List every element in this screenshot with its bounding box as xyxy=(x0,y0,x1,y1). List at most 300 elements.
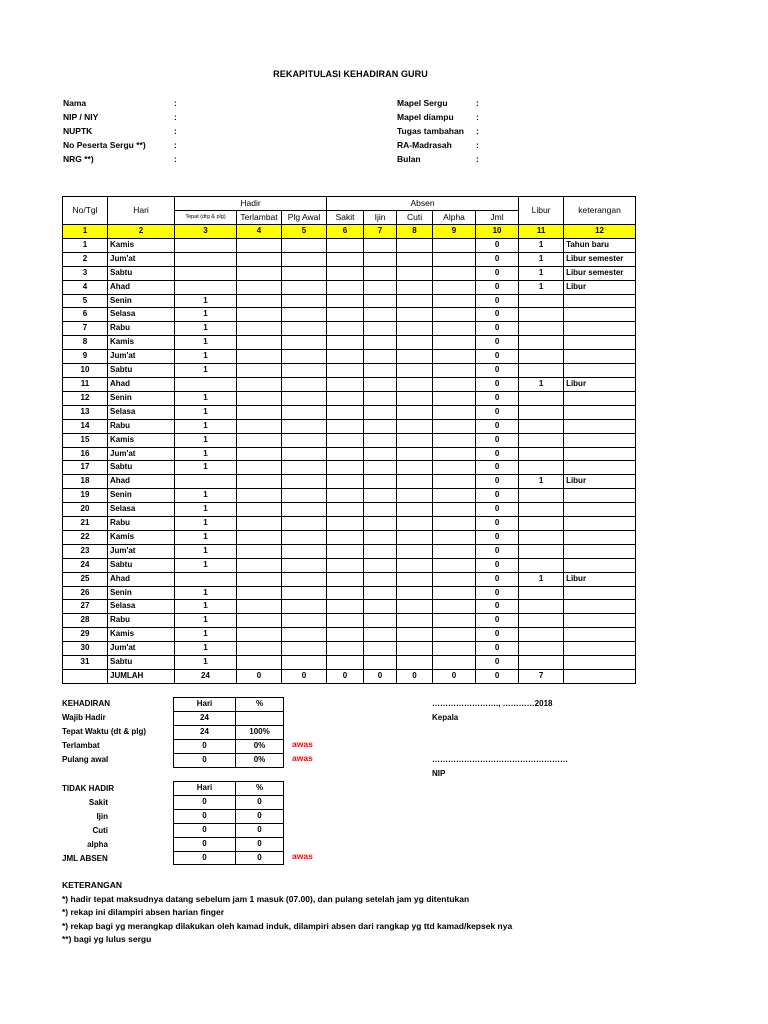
row-libur xyxy=(519,628,564,642)
header-tepat: Tepat (dtg & plg) xyxy=(175,211,237,225)
row-cuti xyxy=(397,558,433,572)
row-keterangan xyxy=(564,530,636,544)
tidak-hadir-hari: 0 xyxy=(174,823,236,837)
row-jml: 0 xyxy=(476,308,519,322)
row-keterangan: Tahun baru xyxy=(564,238,636,252)
row-cuti xyxy=(397,433,433,447)
row-jml: 0 xyxy=(476,558,519,572)
row-number: 10 xyxy=(63,364,108,378)
kehadiran-label: Wajib Hadir xyxy=(62,713,106,722)
row-sakit xyxy=(327,433,364,447)
total-tepat: 24 xyxy=(175,670,237,684)
row-libur: 1 xyxy=(519,280,564,294)
row-number: 9 xyxy=(63,350,108,364)
row-alpha xyxy=(433,308,476,322)
row-libur xyxy=(519,350,564,364)
row-keterangan xyxy=(564,433,636,447)
row-alpha xyxy=(433,280,476,294)
table-row xyxy=(63,489,636,503)
row-alpha xyxy=(433,419,476,433)
kehadiran-hari: 24 xyxy=(174,711,236,725)
row-terlambat xyxy=(237,503,282,517)
row-libur xyxy=(519,419,564,433)
row-day: Sabtu xyxy=(108,461,175,475)
row-number: 5 xyxy=(63,294,108,308)
row-tepat: 1 xyxy=(175,461,237,475)
row-cuti xyxy=(397,266,433,280)
row-alpha xyxy=(433,461,476,475)
total-label: JUMLAH xyxy=(108,670,175,684)
row-day: Jum'at xyxy=(108,642,175,656)
row-alpha xyxy=(433,503,476,517)
row-alpha xyxy=(433,530,476,544)
row-cuti xyxy=(397,572,433,586)
row-plg-awal xyxy=(282,419,327,433)
row-sakit xyxy=(327,322,364,336)
row-sakit xyxy=(327,419,364,433)
header-alpha: Alpha xyxy=(433,211,476,225)
row-cuti xyxy=(397,294,433,308)
row-plg-awal xyxy=(282,336,327,350)
tidak-hadir-pct: 0 xyxy=(236,837,284,851)
row-number: 17 xyxy=(63,461,108,475)
row-plg-awal xyxy=(282,656,327,670)
signature-name-line: …………………………………………… xyxy=(432,755,568,764)
row-cuti xyxy=(397,405,433,419)
row-plg-awal xyxy=(282,266,327,280)
info-label: Mapel Sergu xyxy=(397,98,448,108)
row-number: 7 xyxy=(63,322,108,336)
row-number: 24 xyxy=(63,558,108,572)
signature-role: Kepala xyxy=(432,713,459,722)
row-number: 29 xyxy=(63,628,108,642)
row-day: Sabtu xyxy=(108,364,175,378)
table-row xyxy=(63,419,636,433)
row-alpha xyxy=(433,391,476,405)
row-terlambat xyxy=(237,391,282,405)
row-cuti xyxy=(397,600,433,614)
row-tepat: 1 xyxy=(175,350,237,364)
row-alpha xyxy=(433,294,476,308)
row-terlambat xyxy=(237,280,282,294)
info-label: RA-Madrasah xyxy=(397,140,452,150)
row-terlambat xyxy=(237,364,282,378)
note-item: *) hadir tepat maksudnya datang sebelum jam 1 masuk (07.00), dan pulang setelah jam yg ditentukan xyxy=(62,893,470,904)
row-terlambat xyxy=(237,433,282,447)
row-keterangan xyxy=(564,517,636,531)
row-plg-awal xyxy=(282,322,327,336)
row-libur xyxy=(519,614,564,628)
table-row xyxy=(63,377,636,391)
tidak-hadir-col-hari: Hari xyxy=(174,782,236,796)
row-ijin xyxy=(364,558,397,572)
row-keterangan: Libur semester xyxy=(564,252,636,266)
row-sakit xyxy=(327,544,364,558)
row-terlambat xyxy=(237,544,282,558)
row-ijin xyxy=(364,433,397,447)
row-alpha xyxy=(433,405,476,419)
row-cuti xyxy=(397,391,433,405)
total-keterangan xyxy=(564,670,636,684)
row-jml: 0 xyxy=(476,350,519,364)
warning-terlambat: awas xyxy=(292,739,313,749)
row-number: 19 xyxy=(63,489,108,503)
table-row xyxy=(63,336,636,350)
row-day: Kamis xyxy=(108,336,175,350)
row-number: 15 xyxy=(63,433,108,447)
row-libur xyxy=(519,294,564,308)
tidak-hadir-heading: TIDAK HADIR xyxy=(62,784,114,793)
row-jml: 0 xyxy=(476,530,519,544)
row-jml: 0 xyxy=(476,503,519,517)
row-jml: 0 xyxy=(476,656,519,670)
row-day: Sabtu xyxy=(108,656,175,670)
row-number: 12 xyxy=(63,391,108,405)
kehadiran-hari: 0 xyxy=(174,739,236,753)
row-ijin xyxy=(364,517,397,531)
header-sakit: Sakit xyxy=(327,211,364,225)
row-sakit xyxy=(327,475,364,489)
row-cuti xyxy=(397,419,433,433)
notes-section xyxy=(62,879,512,947)
row-plg-awal xyxy=(282,558,327,572)
row-libur: 1 xyxy=(519,266,564,280)
row-number: 21 xyxy=(63,517,108,531)
row-number: 4 xyxy=(63,280,108,294)
row-libur xyxy=(519,336,564,350)
row-day: Jum'at xyxy=(108,252,175,266)
row-jml: 0 xyxy=(476,600,519,614)
row-alpha xyxy=(433,489,476,503)
row-terlambat xyxy=(237,266,282,280)
row-jml: 0 xyxy=(476,572,519,586)
row-alpha xyxy=(433,517,476,531)
tidak-hadir-label: Ijin xyxy=(96,812,108,821)
total-alpha: 0 xyxy=(433,670,476,684)
row-day: Rabu xyxy=(108,419,175,433)
row-cuti xyxy=(397,475,433,489)
row-cuti xyxy=(397,461,433,475)
row-ijin xyxy=(364,628,397,642)
row-libur: 1 xyxy=(519,252,564,266)
row-day: Senin xyxy=(108,294,175,308)
row-day: Kamis xyxy=(108,433,175,447)
header-hari: Hari xyxy=(108,197,175,225)
info-label: Tugas tambahan xyxy=(397,126,464,136)
row-cuti xyxy=(397,503,433,517)
tidak-hadir-pct: 0 xyxy=(236,851,284,865)
row-plg-awal xyxy=(282,503,327,517)
row-plg-awal xyxy=(282,544,327,558)
row-jml: 0 xyxy=(476,280,519,294)
row-number: 30 xyxy=(63,642,108,656)
table-row xyxy=(63,405,636,419)
row-keterangan xyxy=(564,294,636,308)
row-keterangan xyxy=(564,544,636,558)
row-number: 14 xyxy=(63,419,108,433)
row-sakit xyxy=(327,642,364,656)
row-keterangan xyxy=(564,600,636,614)
table-row xyxy=(63,266,636,280)
table-row xyxy=(63,572,636,586)
total-blank xyxy=(63,670,108,684)
kehadiran-table xyxy=(173,697,284,768)
kehadiran-pct: 100% xyxy=(236,725,284,739)
row-plg-awal xyxy=(282,517,327,531)
row-sakit xyxy=(327,517,364,531)
row-number: 31 xyxy=(63,656,108,670)
row-sakit xyxy=(327,377,364,391)
row-plg-awal xyxy=(282,433,327,447)
row-sakit xyxy=(327,266,364,280)
column-number-cell: 9 xyxy=(433,225,476,239)
row-libur xyxy=(519,447,564,461)
signature-nip: NIP xyxy=(432,769,446,778)
row-number: 11 xyxy=(63,377,108,391)
row-jml: 0 xyxy=(476,586,519,600)
row-cuti xyxy=(397,308,433,322)
row-ijin xyxy=(364,475,397,489)
row-jml: 0 xyxy=(476,517,519,531)
tidak-hadir-pct: 0 xyxy=(236,823,284,837)
row-keterangan xyxy=(564,642,636,656)
row-terlambat xyxy=(237,656,282,670)
row-alpha xyxy=(433,350,476,364)
page-title: REKAPITULASI KEHADIRAN GURU xyxy=(273,69,428,79)
row-plg-awal xyxy=(282,238,327,252)
row-terlambat xyxy=(237,336,282,350)
table-row xyxy=(63,642,636,656)
info-colon: : xyxy=(174,154,177,164)
tidak-hadir-pct: 0 xyxy=(236,795,284,809)
row-ijin xyxy=(364,405,397,419)
row-alpha xyxy=(433,628,476,642)
row-keterangan xyxy=(564,419,636,433)
row-libur xyxy=(519,489,564,503)
row-alpha xyxy=(433,377,476,391)
kehadiran-pct: 0% xyxy=(236,753,284,767)
row-sakit xyxy=(327,447,364,461)
row-ijin xyxy=(364,280,397,294)
row-libur: 1 xyxy=(519,475,564,489)
row-libur xyxy=(519,558,564,572)
row-terlambat xyxy=(237,572,282,586)
row-keterangan xyxy=(564,489,636,503)
header-jml: Jml xyxy=(476,211,519,225)
row-cuti xyxy=(397,586,433,600)
header-no-tgl: No/Tgl xyxy=(63,197,108,225)
kehadiran-pct: 0% xyxy=(236,739,284,753)
row-jml: 0 xyxy=(476,364,519,378)
row-sakit xyxy=(327,336,364,350)
row-ijin xyxy=(364,447,397,461)
row-plg-awal xyxy=(282,572,327,586)
row-cuti xyxy=(397,336,433,350)
row-libur: 1 xyxy=(519,572,564,586)
row-terlambat xyxy=(237,475,282,489)
row-plg-awal xyxy=(282,642,327,656)
row-tepat: 1 xyxy=(175,294,237,308)
row-tepat xyxy=(175,475,237,489)
row-terlambat xyxy=(237,614,282,628)
row-jml: 0 xyxy=(476,322,519,336)
row-keterangan xyxy=(564,405,636,419)
row-plg-awal xyxy=(282,308,327,322)
row-day: Ahad xyxy=(108,280,175,294)
row-libur xyxy=(519,364,564,378)
row-sakit xyxy=(327,391,364,405)
row-keterangan xyxy=(564,391,636,405)
row-jml: 0 xyxy=(476,336,519,350)
row-terlambat xyxy=(237,530,282,544)
row-tepat: 1 xyxy=(175,558,237,572)
row-jml: 0 xyxy=(476,475,519,489)
row-ijin xyxy=(364,266,397,280)
row-sakit xyxy=(327,252,364,266)
row-jml: 0 xyxy=(476,614,519,628)
row-sakit xyxy=(327,238,364,252)
tidak-hadir-hari: 0 xyxy=(174,837,236,851)
row-libur xyxy=(519,308,564,322)
table-row xyxy=(63,391,636,405)
row-alpha xyxy=(433,586,476,600)
column-number-cell: 6 xyxy=(327,225,364,239)
row-ijin xyxy=(364,586,397,600)
row-ijin xyxy=(364,377,397,391)
kehadiran-label: Tepat Waktu (dt & plg) xyxy=(62,727,146,736)
row-alpha xyxy=(433,322,476,336)
row-tepat xyxy=(175,377,237,391)
row-jml: 0 xyxy=(476,489,519,503)
row-number: 16 xyxy=(63,447,108,461)
column-number-cell: 3 xyxy=(175,225,237,239)
kehadiran-pct xyxy=(236,711,284,725)
row-number: 25 xyxy=(63,572,108,586)
row-terlambat xyxy=(237,600,282,614)
header-keterangan: keterangan xyxy=(564,197,636,225)
kehadiran-col-pct: % xyxy=(236,698,284,712)
row-libur xyxy=(519,391,564,405)
row-day: Rabu xyxy=(108,614,175,628)
kehadiran-heading: KEHADIRAN xyxy=(62,699,110,708)
row-day: Rabu xyxy=(108,322,175,336)
row-plg-awal xyxy=(282,447,327,461)
row-cuti xyxy=(397,656,433,670)
tidak-hadir-label: Cuti xyxy=(92,826,108,835)
row-plg-awal xyxy=(282,294,327,308)
row-tepat xyxy=(175,572,237,586)
row-tepat xyxy=(175,266,237,280)
row-terlambat xyxy=(237,294,282,308)
row-day: Ahad xyxy=(108,572,175,586)
table-row xyxy=(63,461,636,475)
header-absen: Absen xyxy=(327,197,519,211)
row-libur xyxy=(519,656,564,670)
row-terlambat xyxy=(237,642,282,656)
row-sakit xyxy=(327,308,364,322)
row-number: 3 xyxy=(63,266,108,280)
row-sakit xyxy=(327,558,364,572)
row-ijin xyxy=(364,489,397,503)
row-alpha xyxy=(433,642,476,656)
table-row xyxy=(63,628,636,642)
row-keterangan xyxy=(564,656,636,670)
column-number-cell: 4 xyxy=(237,225,282,239)
column-number-cell: 11 xyxy=(519,225,564,239)
row-jml: 0 xyxy=(476,461,519,475)
row-ijin xyxy=(364,336,397,350)
info-colon: : xyxy=(174,140,177,150)
row-day: Selasa xyxy=(108,503,175,517)
row-jml: 0 xyxy=(476,544,519,558)
row-libur: 1 xyxy=(519,238,564,252)
row-tepat: 1 xyxy=(175,503,237,517)
row-ijin xyxy=(364,252,397,266)
row-ijin xyxy=(364,600,397,614)
info-label: Mapel diampu xyxy=(397,112,454,122)
row-tepat: 1 xyxy=(175,447,237,461)
row-sakit xyxy=(327,405,364,419)
row-number: 8 xyxy=(63,336,108,350)
row-cuti xyxy=(397,252,433,266)
table-row xyxy=(63,322,636,336)
header-ijin: Ijin xyxy=(364,211,397,225)
row-day: Senin xyxy=(108,391,175,405)
info-colon: : xyxy=(174,126,177,136)
row-terlambat xyxy=(237,308,282,322)
row-alpha xyxy=(433,475,476,489)
row-sakit xyxy=(327,614,364,628)
row-jml: 0 xyxy=(476,405,519,419)
row-day: Senin xyxy=(108,489,175,503)
row-plg-awal xyxy=(282,530,327,544)
row-day: Selasa xyxy=(108,405,175,419)
row-cuti xyxy=(397,280,433,294)
row-keterangan xyxy=(564,308,636,322)
row-cuti xyxy=(397,447,433,461)
row-plg-awal xyxy=(282,475,327,489)
table-row xyxy=(63,503,636,517)
row-jml: 0 xyxy=(476,252,519,266)
row-cuti xyxy=(397,544,433,558)
info-label: Nama xyxy=(63,98,87,108)
total-jml: 0 xyxy=(476,670,519,684)
row-terlambat xyxy=(237,350,282,364)
info-label: NIP / NIY xyxy=(63,112,99,122)
table-row xyxy=(63,294,636,308)
warning-jml-absen: awas xyxy=(292,851,313,861)
table-row xyxy=(63,280,636,294)
row-jml: 0 xyxy=(476,266,519,280)
row-cuti xyxy=(397,614,433,628)
row-tepat: 1 xyxy=(175,308,237,322)
row-cuti xyxy=(397,350,433,364)
row-terlambat xyxy=(237,489,282,503)
row-ijin xyxy=(364,322,397,336)
total-sakit: 0 xyxy=(327,670,364,684)
table-row xyxy=(63,475,636,489)
row-jml: 0 xyxy=(476,391,519,405)
row-cuti xyxy=(397,517,433,531)
info-colon: : xyxy=(174,112,177,122)
row-libur xyxy=(519,586,564,600)
row-keterangan: Libur xyxy=(564,280,636,294)
row-terlambat xyxy=(237,238,282,252)
teacher-info-left xyxy=(63,96,203,166)
row-sakit xyxy=(327,572,364,586)
row-number: 26 xyxy=(63,586,108,600)
row-alpha xyxy=(433,266,476,280)
